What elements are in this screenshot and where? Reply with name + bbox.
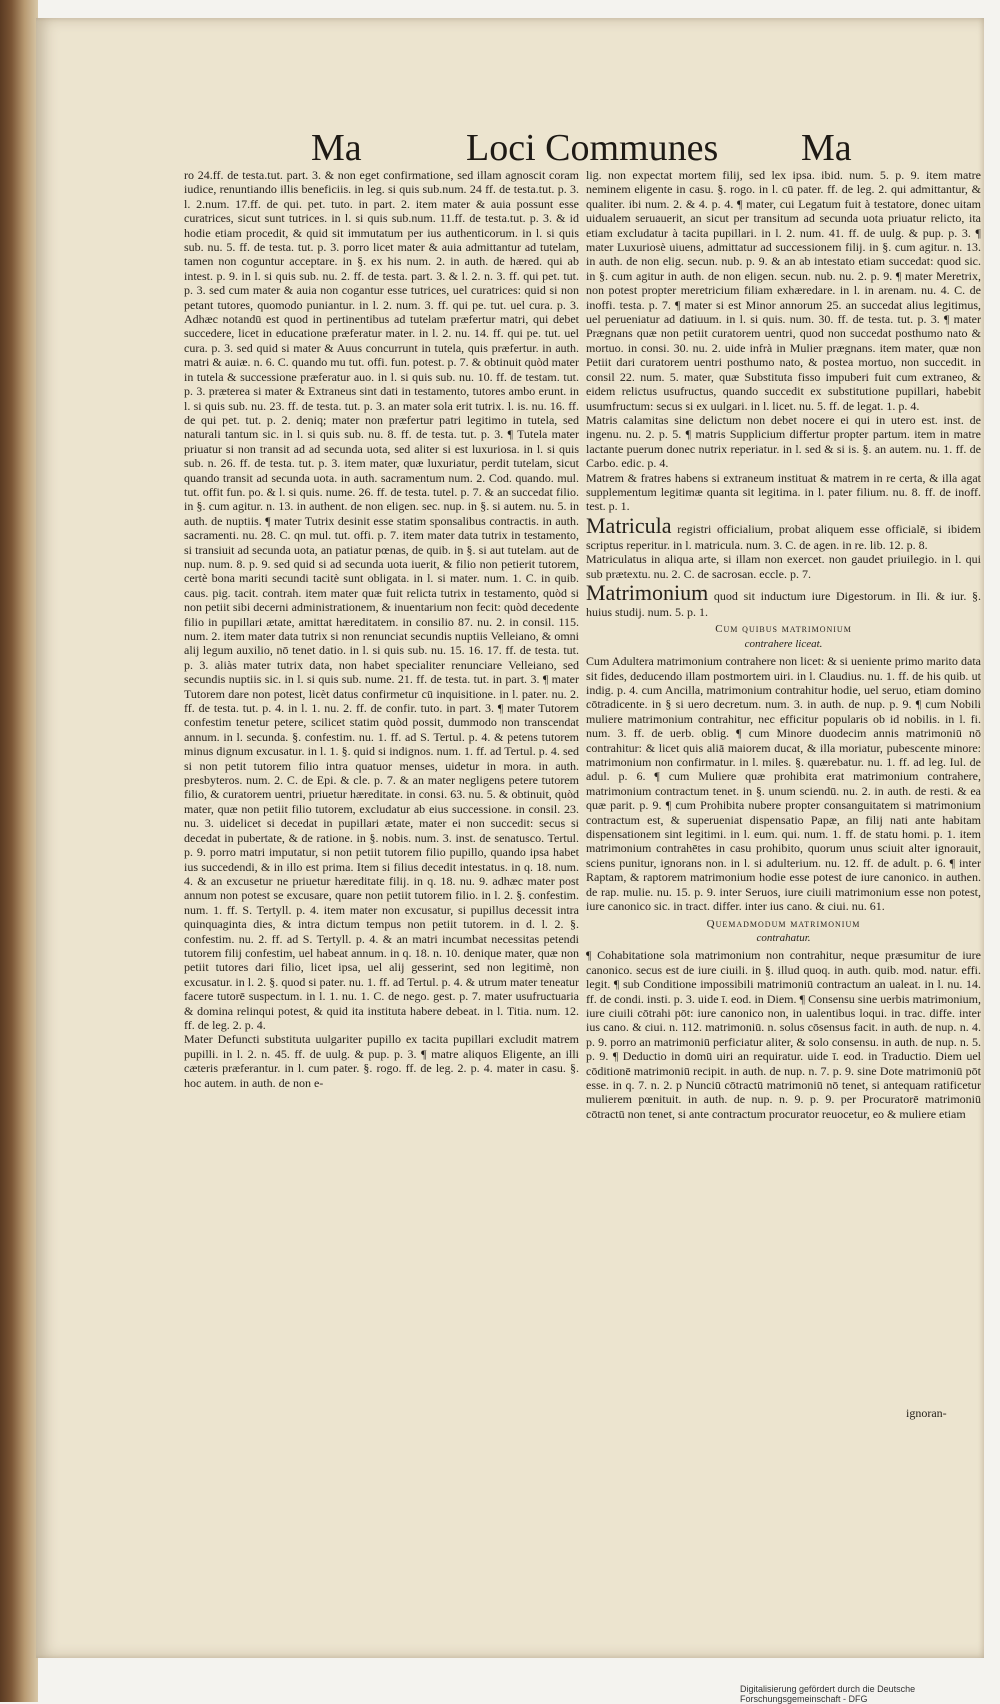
paragraph-matrem: Matrem & fratres habens si extraneum instituat & matrem in re certa, & illa agat supplementum legitimæ quanta sit legitima. in l. pater filium. nu. 8. ff. de inoff. test. p. 1. bbox=[586, 470, 981, 514]
section-subheading-cum-quibus: contrahere liceat. bbox=[744, 637, 823, 650]
lemma-matrimonium: Matrimonium bbox=[586, 579, 709, 605]
book-edge bbox=[0, 0, 38, 1702]
book-page bbox=[36, 18, 984, 1658]
paragraph-quemadmodum: ¶ Cohabitatione sola matrimonium non contrahitur, neque præsumitur de iure canonico. secus est de iure ciuili. in §. illud quoq. in auth. quib. mod. natur. effi. legit. ¶ sub Conditione impossibili matrimoniū contractum an ualeat. in l. nu. 14. ff. de condi. insti. p. 3. uide ī. eod. in Diem. ¶ Consensu sine uerbis matrimonium, iure ciuili cōtrahi pōt: iure canonico non, in ualentibus loqui. in trac. diffe. inter ius cano. & ciui. n. 112. matrimoniū. n. solus cōsensus facit. in auth. de nup. n. 4. p. 9. porro an matrimoniū perficiatur aliter, & solo consensu. in auth. de nup. n. 5. p. 9. ¶ Deductio in domū uiri an requiratur. uide ī. eod. in Traductio. Diem uel cōditionē matrimoniū recipit. in auth. de nup. n. 7. p. 9. sine Dote matrimoniū pōt esse. in q. 7. n. 2. p Nunciū cōtractū matrimoniū nō tenet, si antequam ratificetur mulierem pœnituit. in auth. de nup. n. 9. p. 9. per Procuratorē matrimoniū cōtractū non tenet, si ante contractum procurator reuocetur, eo & muliere etiam bbox=[586, 948, 981, 1121]
section-subheading-quemadmodum: contrahatur. bbox=[756, 931, 811, 944]
digitization-footer: Digitalisierung gefördert durch die Deutsche Forschungsgemeinschaft - DFG bbox=[740, 1684, 916, 1704]
paragraph-cum-quibus: Cum Adultera matrimonium contrahere non licet: & si ueniente primo marito data sit fides, deducendo illam postmortem uiri. in l. Claudius. nu. 1. ff. de his quib. ut indig. p. 4. cum Ancilla, matrimonium contrahitur hodie, uel seruo, etiam domino cōtradicente. in § si uero decretum. num. 3. in auth. de nup. p. 9. ¶ cum Nobili muliere matrimonium contrahitur, nec efficitur popularis ob id nobilis. in l. fi. num. 3. ff. de uerb. oblig. ¶ cum Minore duodecim annis matrimoniū nō contrahitur: & licet quis aliā maiorem ducat, & illa moriatur, pubescente minore: matrimonium non confirmatur. in l. miles. §. quærebatur. nu. 1. ff. ad leg. Iul. de adul. p. 6. ¶ cum Muliere quæ prohibita erat matrimonium contrahere, matrimonium contractum tenet. in §. unum sciendū. nu. 2. in auth. de resti. & ea quæ parit. p. 9. ¶ cum Prohibita nubere propter consanguitatem si matrimonium contractum est, & superueniat dispensatio Papæ, an filij nati ante habitam dispensationem sint legitimi. in l. eum. qui. num. 1. ff. de statu homi. p. 1. item matrimonium contrahētes in casu prohibito, quorum unus sciuit alter ignorauit, sciens punitur, ignorans non. in l. si adulterium. nu. 12. ff. de adult. p. 6. ¶ inter Raptam, & raptorem matrimonium hodie esse potest de iure canonico. in authen. de rap. mulie. nu. 15. p. 9. inter Seruos, iure ciuili matrimonium esse non potest, iure canonico sic. in tract. differ. inter ius cano. & ciui. nu. 61. bbox=[586, 654, 981, 914]
paragraph-mater-defuncti: Mater Defuncti substituta uulgariter pupillo ex tacita pupillari excludit matrem pupilli. in l. 2. n. 45. ff. de uulg. & pup. p. 3. ¶ matre aliquos Eligente, an illi cæteris præferantur. in l. cum pater. §. rogo. ff. de leg. 2. p. 4. mater in casu. §. hoc autem. in auth. de non e- bbox=[184, 1032, 579, 1090]
section-heading-quemadmodum: Quemadmodum matrimonium bbox=[706, 917, 861, 930]
header-left: Ma bbox=[311, 127, 362, 169]
paragraph-mater-tutela: ro 24.ff. de testa.tut. part. 3. & non eget confirmatione, sed illam agnoscit coram iudice, renuntiando illis beneficiis. in leg. si quis sub.num. 24 ff. de testa.tut. p. 3. l. 2.num. 17.ff. de qui. pet. tuto. in part. 2. item mater & auia possunt esse curatrices, sicut sunt tutrices. in l. si quis sub.num. 11.ff. de testa.tut. p. 3. & id hodie etiam procedit, & quid sit immutatum per ius authenticorum. in l. si quis sub. nu. 5. ff. de testa. tut. p. 3. porro licet mater & auia admittantur ad tutelam, tamen non coguntur acceptare. in §. ex his num. 2. in auth. de hæred. qui ab intest. p. 9. in l. si quis sub. nu. 2. ff. de testa. part. 3. & l. 2. n. 3. ff. qui pet. tut. p. 3. sed cum mater & auia non cogantur esse tutrices, uel curatrices: quid si non petant tutores, quomodo puniantur. in l. 2. num. 3. ff. qui pe. tut. uel cura. p. 3. Adhæc notandū est quod in pertinentibus ad tutelam præfertur matri, qui debet succedere, licet in educatione præferatur mater. in l. 2. nu. 14. ff. qui pe. tut. uel cura. p. 3. sed quid si mater & Auus concurrunt in tutela, quis præfertur. in auth. matri & auiæ. n. 6. C. quando mu tut. offi. fun. potest. p. 7. & obtinuit quòd mater in tutela & successione præferatur auo. in l. si quis sub. nu. 10. ff. de testam. tut. p. 3. præterea si mater & Extraneus sint dati in testamento, tutores ambo erunt. in l. si quis sub. nu. 23. ff. de testa. tut. p. 3. an mater sola erit tutrix. l. is. nu. 16. ff. de qui pet. tut. p. 2. deniq; mater non præfertur patri legitimo in tutela, sed naturali tantum sic. in l. si quis sub. nu. 8. ff. de testa. tut. p. 3. ¶ Tutela mater priuatur si non transit ad ad secunda uota, sed aliter si est luxuriosa. in l. si quis sub. n. 26. ff. de testa. tut. p. 3. item mater, quæ luxuriatur, perdit tutelam, sicut quando transit ad secunda uota. in auth. sacramentum num. 2. Cod. quando. mul. tut. offit fun. po. & l. si quis. nume. 26. ff. de testa. tutel. p. 7. & an succedat filio. in §. cum agitur. n. 13. in authent. de non eligen. sec. nup. in §. si autem. nu. 5. in auth. de nuptiis. ¶ mater Tutrix desinit esse statim sponsalibus contractis. in auth. sacramenti. nu. 28. C. qn mul. tut. offi. p. 7. item mater data tutrix in testamento, si transiuit ad secunda uota, an patiatur pœnas, de quib. in §. si aut tutelam. aut de nup. num. 8. p. 9. sed quid si ad secunda uota iuerit, & filio non petierit tutorem, certè bona mariti secundi tacitè sunt obligata. in l. si mater. num. 1. C. in quib. caus. pig. tacit. contrah. item mater quæ fuit relicta tutrix in testamento, quòd si non petiit sibi decerni administrationem, & inuentarium non fecit: quòd decedente filio in pupillari ætate, amittat hæreditatem. in consilio 87. nu. 2. in consil. 115. num. 2. item mater data tutrix si non renunciat secundis nuptiis Velleiano, & omni alij legum auxilio, nō tenet datio. in l. si quis sub. nu. 15. 16. 17. ff. de testa. tut. p. 3. aliàs mater tutrix data, non habet specialiter renunciare Velleiano, sed secundis nuptiis sic. in l. si quis sub. nume. 21. ff. de testa. tut. in part. 3. ¶ mater Tutorem dare non potest, licèt datus confirmetur cū inquisitione. in l. pater. nu. 2. ff. de testa. tut. p. 4. in l. 1. nu. 2. ff. de confir. tuto. in part. 3. ¶ mater Tutorem confestim tenetur petere, scilicet statim quòd possit, dummodo non transcendat annum. in l. secunda. §. confestim. nu. 1. ff. ad S. Tertul. p. 4. & petens tutorem minus dignum excusatur. in l. 1. §. quid si indignos. num. 1. ff. ad Tertul. p. 4. sed si non petit tutorem filio intra quatuor menses, uidetur in mora. in auth. presbyteros. num. 2. C. de Epi. & cle. p. 7. & an mater negligens petere tutorem filio, & curatorem uentri, priuetur hæreditate. in consi. 63. nu. 5. & obtinuit, quòd mater, quæ non petiit filio tutorem, excludatur ab eius successione. in consil. 23. nu. 3. uidelicet si decedat in pupillari ætate, mater ei non succedit: secus si decedat in pubertate, & de ratione. in §. nobis. num. 3. inst. de senatusco. Tertul. p. 9. porro matri imputatur, si non petiit tutorem filio pupillo, quando ipsa habet ius succedendi, & in illo est prima. Item si filius decedit intestatus. in q. 18. num. 4. & an excusetur ne priuetur hæreditate filij. in q. 18. nu. 9. adhæc mater post annum non potest se excusare, quare non petiit tutorem filio. in l. 2. §. confestim. num. 1. ff. S. Tertyll. p. 4. item mater non excusatur, si pupillus decessit intra quinquaginta dies, & intra dictum tempus non petiit tutorem. in d. l. 2. §. confestim. nu. 2. ff. ad S. Tertyll. p. 4. & an matri incumbat necessitas petendi tutorem filij confestim, uel habeat annum. in q. 18. n. 10. denique mater, quæ non petiit tutores dari filio, licet ipsa, uel alij gesserint, sed non legitimè, non excusatur. in l. 2. §. quod si pater. nu. 1. ff. ad Tertul. p. 4. & utrum mater teneatur facere tutorē suspectum. in l. 1. nu. 1. C. de nego. gest. p. 7. mater usufructuaria & domina relinqui potest, & quid ita instituta habere debeat. in l. Titia. num. 12. ff. de leg. 2. p. 4. bbox=[184, 168, 579, 1032]
header-title: Loci Communes bbox=[466, 127, 719, 169]
matricula-text: registri officialium, probat aliquem esse officialē, si ibidem scriptus reperitur. in l. matricula. num. 3. C. de agen. in re. lib. 12. p. 8. bbox=[586, 521, 981, 552]
header-right: Ma bbox=[801, 127, 852, 169]
catchword: ignoran- bbox=[906, 1406, 947, 1420]
paragraph-continuation: lig. non expectat mortem filij, sed lex ipsa. ibid. num. 5. p. 9. item matre neminem eligente in casu. §. rogo. in l. cū pater. ff. de leg. 2. qui admittantur, & qualiter. ibi num. 2. & 4. p. 4. ¶ mater, cui Legatum fuit à testatore, donec uitam uidualem seruauerit, an sicut per transitum ad secunda uota priuatur relicto, ita etiam excludatur à tacita pupillari. in l. 2. num. 41. ff. de uulg. & pup. p. 3. ¶ mater Luxuriosè uiuens, admittatur ad successionem filij. in §. cum agitur. n. 13. in auth. de non elig. secun. nub. p. 9. & an ab intestato etiam succedat: quod sic. in §. cum agitur in auth. de non eligen. secun. nub. nu. 2. p. 9. ¶ mater Meretrix, non potest propter meretricium filiam exhæredare. in l. in arenam. nu. 4. C. de inoffi. testa. p. 7. ¶ mater si est Minor annorum 25. an succedat alius legitimus, uel perueniatur ad datiuum. in l. si quis. num. 30. ff. de testa. tut. p. 3. ¶ mater Prægnans quæ non petiit curatorem uentri, quod non succedat posthumo nato & mortuo. in consi. 30. nu. 2. uide infrà in Mulier prægnans. item mater, quæ non Petiit dari curatorem uentri posthumo nato, & postea mortuo, non succedit. in consil 22. num. 5. mater, quæ Substituta fisso impuberi fuit cum extraneo, & eidem relictus usufructus, quando succedit ex substitutione pupillari, habebit usumfructum: secus si ex uulgari. in l. licet. nu. 5. ff. de legat. 1. p. 4. bbox=[586, 168, 981, 413]
left-column bbox=[184, 168, 579, 1408]
paragraph-matrimonium bbox=[586, 581, 981, 619]
paragraph-matricula bbox=[586, 514, 981, 552]
section-heading-cum-quibus: Cum quibus matrimonium bbox=[715, 623, 852, 636]
paragraph-matriculatus: Matriculatus in aliqua arte, si illam non exercet. non gaudet priuilegio. in l. qui sub prætextu. nu. 2. C. de sacrosan. eccle. p. 7. bbox=[586, 552, 981, 581]
paragraph-matris: Matris calamitas sine delictum non debet nocere ei qui in utero est. inst. de ingenu. nu. 2. p. 5. ¶ matris Supplicium differtur propter partum. item in matre lactante puerum donec nutrix reperiatur. in l. sed & si is. §. an autem. nu. 1. ff. de Carbo. edic. p. 4. bbox=[586, 412, 981, 471]
lemma-matricula: Matricula bbox=[586, 512, 672, 538]
running-header bbox=[36, 126, 984, 172]
right-column bbox=[586, 168, 981, 1408]
matrimonium-text: quod sit inductum iure Digestorum. in Ili. & iur. §. huius studij. num. 5. p. 1. bbox=[586, 588, 981, 619]
